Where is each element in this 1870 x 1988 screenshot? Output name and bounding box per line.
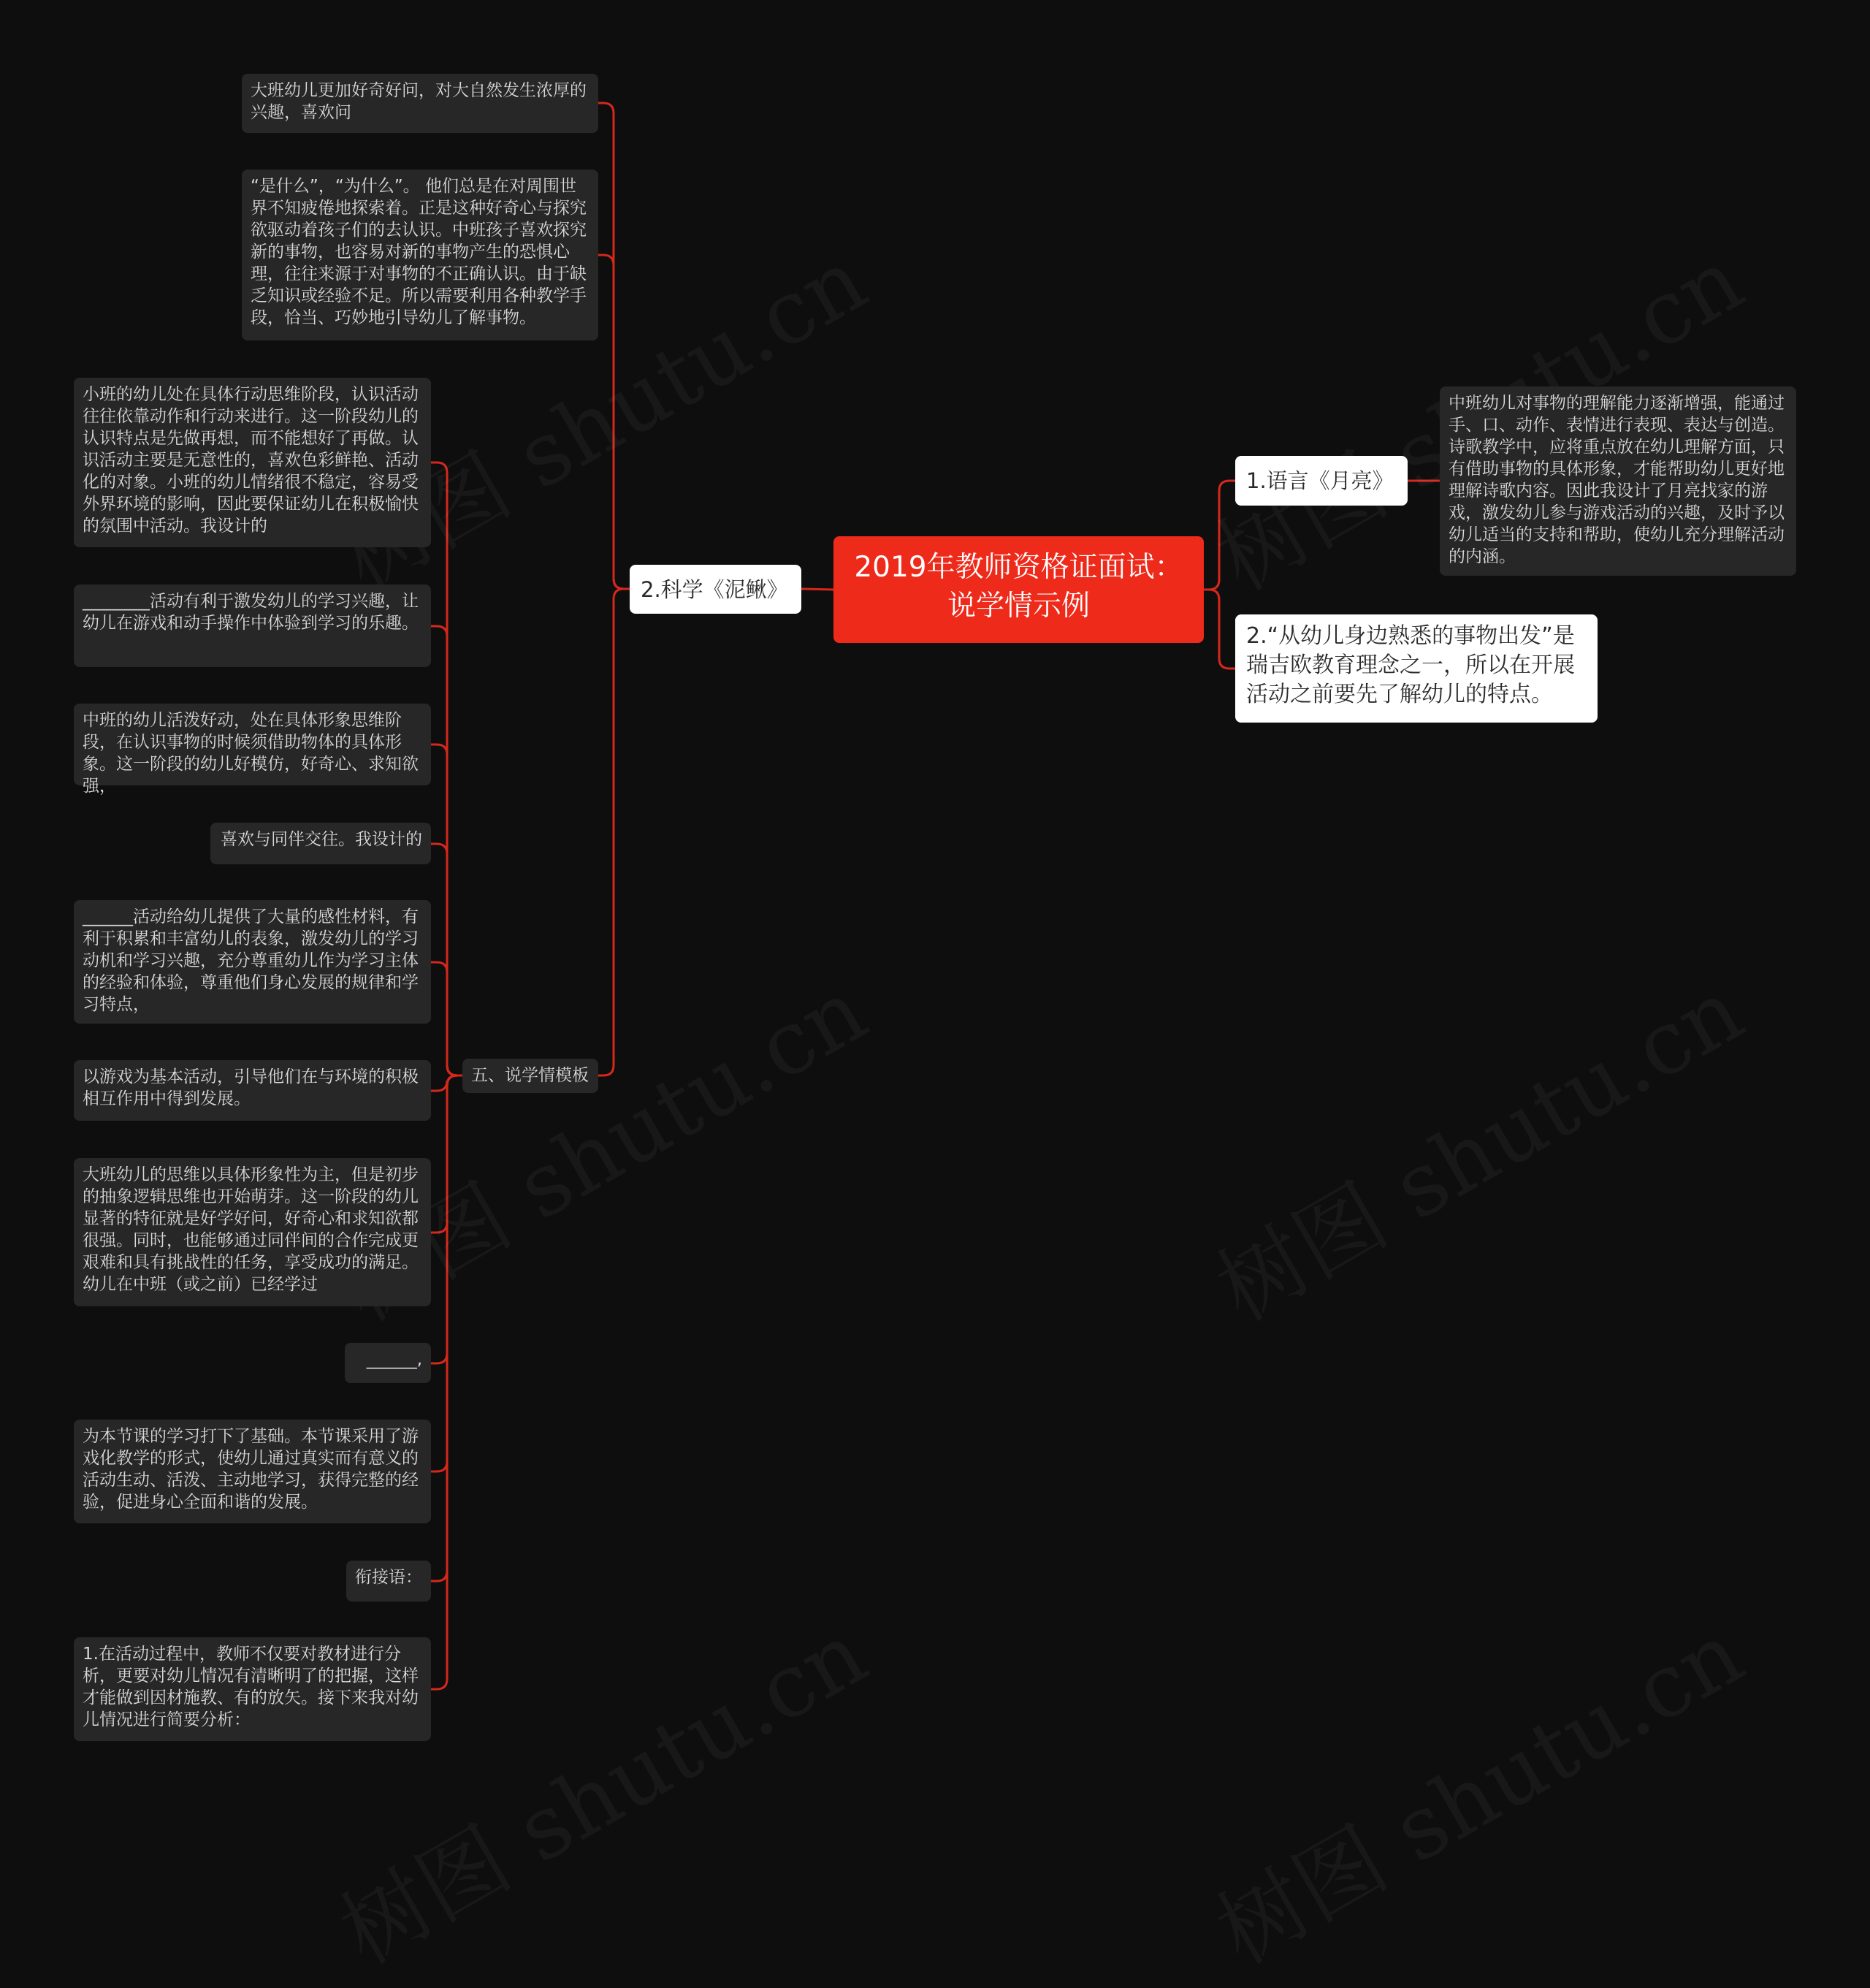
connector-template-leaf-5 — [431, 962, 462, 1075]
leaf-template-5[interactable]: ______活动给幼儿提供了大量的感性材料，有利于积累和丰富幼儿的表象，激发幼儿的学习动机和学习兴趣，充分尊重幼儿作为学习主体的经验和体验，尊重他们身心发展的规律和学习特点， — [74, 900, 431, 1024]
leaf-template-3[interactable]: 中班的幼儿活泼好动，处在具体形象思维阶段，在认识事物的时候须借助物体的具体形象。这一阶段的幼儿好模仿，好奇心、求知欲强， — [74, 704, 431, 785]
leaf-template-4[interactable]: 喜欢与同伴交往。我设计的 — [210, 823, 431, 864]
leaf-template-1[interactable]: 小班的幼儿处在具体行动思维阶段，认识活动往往依靠动作和行动来进行。这一阶段幼儿的认识特点是先做再想，而不能想好了再做。认识活动主要是无意性的，喜欢色彩鲜艳、活动化的对象。小班的幼儿情绪很不稳定，容易受外界环境的影响，因此要保证幼儿在积极愉快的氛围中活动。我设计的 — [74, 378, 431, 547]
connector-science-template — [598, 589, 630, 1075]
leaf-template-9[interactable]: 为本节课的学习打下了基础。本节课采用了游戏化教学的形式，使幼儿通过真实而有意义的活动生动、活泼、主动地学习，获得完整的经验，促进身心全面和谐的发展。 — [74, 1420, 431, 1523]
leaf-template-2[interactable]: ________活动有利于激发幼儿的学习兴趣，让幼儿在游戏和动手操作中体验到学习的乐趣。 — [74, 584, 431, 667]
leaf-template-6[interactable]: 以游戏为基本活动，引导他们在与环境的积极相互作用中得到发展。 — [74, 1060, 431, 1121]
connector-template-leaf-11 — [431, 1075, 462, 1689]
leaf-science-1[interactable]: 大班幼儿更加好奇好问，对大自然发生浓厚的兴趣，喜欢问 — [242, 74, 598, 133]
connector-root-science — [801, 589, 833, 590]
leaf-language-detail[interactable]: 中班幼儿对事物的理解能力逐渐增强，能通过手、口、动作、表情进行表现、表达与创造。诗歌教学中，应将重点放在幼儿理解方面，只有借助事物的具体形象，才能帮助幼儿更好地理解诗歌内容。因此我设计了月亮找家的游戏，激发幼儿参与游戏活动的兴趣，及时予以幼儿适当的支持和帮助，使幼儿充分理解活动的内涵。 — [1440, 386, 1796, 576]
connector-root-point2 — [1204, 590, 1235, 669]
leaf-template-10[interactable]: 衔接语： — [346, 1561, 431, 1602]
leaf-template-7[interactable]: 大班幼儿的思维以具体形象性为主，但是初步的抽象逻辑思维也开始萌芽。这一阶段的幼儿显著的特征就是好学好问，好奇心和求知欲都很强。同时，也能够通过同伴间的合作完成更艰难和具有挑战性的任务，享受成功的满足。幼儿在中班（或之前）已经学过 — [74, 1158, 431, 1306]
branch-point-2[interactable]: 2.“从幼儿身边熟悉的事物出发”是瑞吉欧教育理念之一，所以在开展活动之前要先了解幼儿的特点。 — [1235, 614, 1598, 723]
branch-template[interactable]: 五、说学情模板 — [462, 1059, 598, 1093]
leaf-science-2[interactable]: “是什么”，“为什么”。 他们总是在对周围世界不知疲倦地探索着。正是这种好奇心与探究欲驱动着孩子们的去认识。中班孩子喜欢探究新的事物，也容易对新的事物产生的恐惧心理，往往来源于对事物的不正确认识。由于缺乏知识或经验不足。所以需要利用各种教学手段，恰当、巧妙地引导幼儿了解事物。 — [242, 170, 598, 340]
branch-science-loach[interactable]: 2.科学《泥鳅》 — [630, 565, 801, 614]
leaf-template-11[interactable]: 1.在活动过程中，教师不仅要对教材进行分析，更要对幼儿情况有清晰明了的把握，这样才能做到因材施教、有的放矢。接下来我对幼儿情况进行简要分析： — [74, 1637, 431, 1741]
connector-root-language — [1204, 481, 1235, 590]
leaf-template-8[interactable]: ______, — [345, 1343, 431, 1383]
connector-science-leaf2 — [598, 255, 630, 589]
root-node[interactable]: 2019年教师资格证面试： 说学情示例 — [833, 536, 1204, 643]
branch-language-moon[interactable]: 1.语言《月亮》 — [1235, 456, 1408, 506]
